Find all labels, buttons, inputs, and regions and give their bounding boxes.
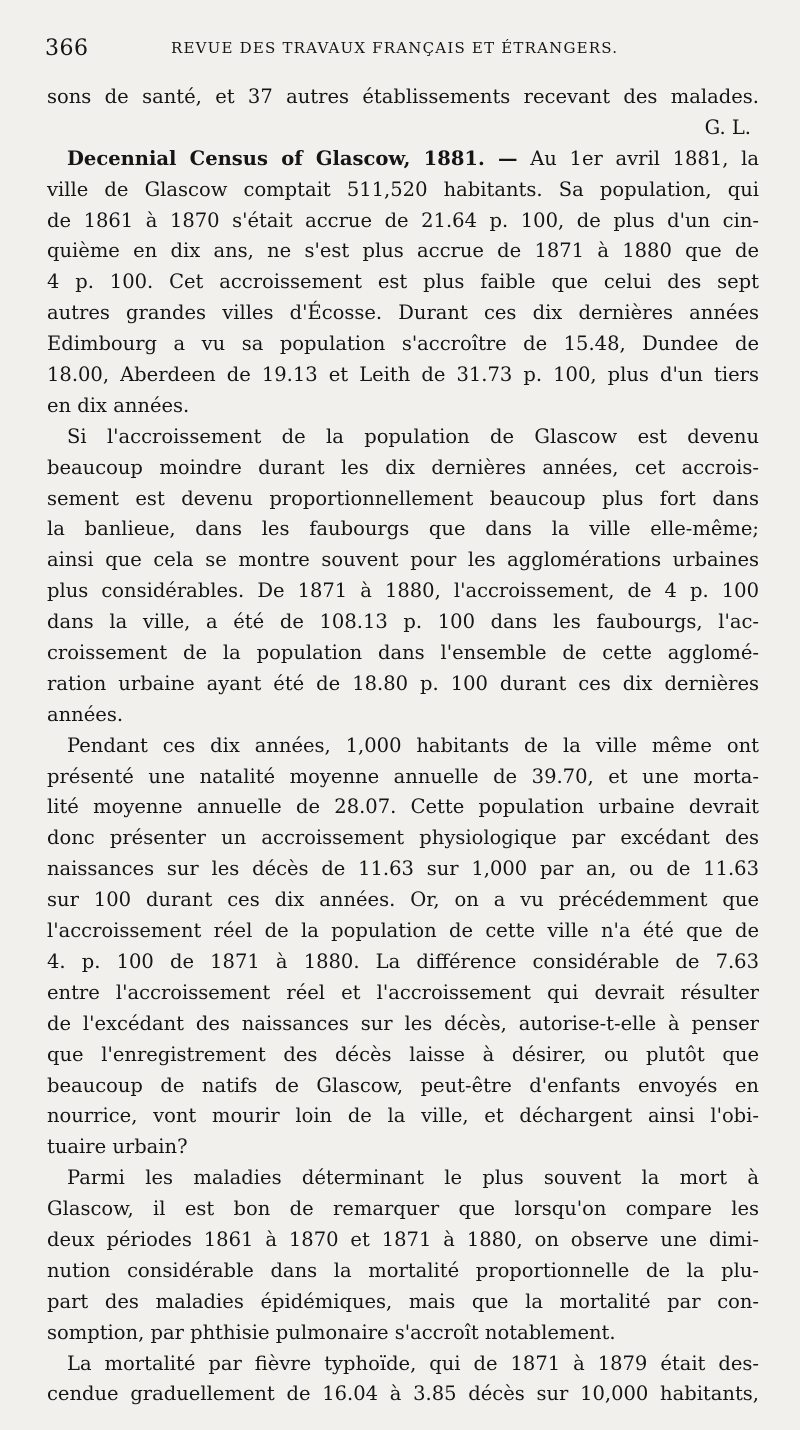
text-line: somption, par phthisie pulmonaire s'accroît notablement. <box>47 1320 616 1344</box>
text-line: Pendant ces dix années, 1,000 habitants de la ville même ont <box>67 733 759 757</box>
text-line: de 1861 à 1870 s'était accrue de 21.64 p. 100, de plus d'un cin- <box>47 208 759 232</box>
text-line: ration urbaine ayant été de 18.80 p. 100 durant ces dix dernières <box>47 671 759 695</box>
text-line: croissement de la population dans l'ensemble de cette agglomé- <box>47 641 759 665</box>
text-line: entre l'accroissement réel et l'accroissement qui devrait résulter <box>47 980 759 1004</box>
text-line: Glascow, il est bon de remarquer que lorsqu'on compare les <box>47 1197 759 1221</box>
text-line: la banlieue, dans les faubourgs que dans la ville elle-même; <box>47 517 759 541</box>
text-line: part des maladies épidémiques, mais que la mortalité par con- <box>47 1289 759 1313</box>
text-line: ainsi que cela se montre souvent pour les agglomérations urbaines <box>47 548 759 572</box>
text-line: La mortalité par fièvre typhoïde, qui de 1871 à 1879 était des- <box>67 1351 759 1375</box>
text-line: quième en dix ans, ne s'est plus accrue de 1871 à 1880 que de <box>47 239 759 263</box>
text-line: présenté une natalité moyenne annuelle de 39.70, et une morta- <box>47 764 759 788</box>
text-line: beaucoup moindre durant les dix dernières années, cet accrois- <box>47 455 759 479</box>
text-line: sement est devenu proportionnellement beaucoup plus fort dans <box>47 486 759 510</box>
article-body <box>47 82 759 1410</box>
text-line: en dix années. <box>47 393 190 417</box>
section-title: Decennial Census of Glascow, 1881. — <box>67 146 518 170</box>
text-line: l'accroissement réel de la population de cette ville n'a été que de <box>47 919 759 943</box>
text-line: 18.00, Aberdeen de 19.13 et Leith de 31.73 p. 100, plus d'un tiers <box>47 363 759 387</box>
text-line: donc présenter un accroissement physiologique par excédant des <box>47 826 759 850</box>
text-line: Parmi les maladies déterminant le plus souvent la mort à <box>67 1166 759 1190</box>
text-line: 4. p. 100 de 1871 à 1880. La différence considérable de 7.63 <box>47 949 759 973</box>
text-line: ville de Glascow comptait 511,520 habitants. Sa population, qui <box>47 177 759 201</box>
text-line: 4 p. 100. Cet accroissement est plus faible que celui des sept <box>47 270 759 294</box>
text-line: nution considérable dans la mortalité proportionnelle de la plu- <box>47 1258 759 1282</box>
text-line: sons de santé, et 37 autres établissements recevant des malades. <box>47 85 759 108</box>
text-line <box>47 144 759 175</box>
text-line: autres grandes villes d'Écosse. Durant ces dix dernières années <box>47 301 759 325</box>
text-line: années. <box>47 702 124 726</box>
page-number: 366 <box>45 36 89 61</box>
text-line: deux périodes 1861 à 1870 et 1871 à 1880, on observe une dimi- <box>47 1227 759 1251</box>
text-line: nourrice, vont mourir loin de la ville, et déchargent ainsi l'obi- <box>47 1104 759 1128</box>
text-line: naissances sur les décès de 11.63 sur 1,000 par an, ou de 11.63 <box>47 857 759 881</box>
text-line: Edimbourg a vu sa population s'accroître de 15.48, Dundee de <box>47 332 759 356</box>
text-line: plus considérables. De 1871 à 1880, l'accroissement, de 4 p. 100 <box>47 579 759 603</box>
text-line: cendue graduellement de 16.04 à 3.85 décès sur 10,000 habitants, <box>47 1382 759 1406</box>
text-line: Si l'accroissement de la population de Glascow est devenu <box>67 424 759 448</box>
text-line: que l'enregistrement des décès laisse à désirer, ou plutôt que <box>47 1042 759 1066</box>
text-fragment: Au 1er avril 1881, la <box>530 146 759 170</box>
text-line: sur 100 durant ces dix années. Or, on a vu précédemment que <box>47 888 759 912</box>
text-line: beaucoup de natifs de Glascow, peut-être d'enfants envoyés en <box>47 1073 759 1097</box>
author-initials: G. L. <box>704 115 751 139</box>
text-line: lité moyenne annuelle de 28.07. Cette population urbaine devrait <box>47 795 759 819</box>
text-line: dans la ville, a été de 108.13 p. 100 dans les faubourgs, l'ac- <box>47 610 759 634</box>
page-header <box>45 36 755 66</box>
running-head: REVUE DES TRAVAUX FRANÇAIS ET ÉTRANGERS. <box>171 39 619 57</box>
text-line: de l'excédant des naissances sur les décès, autorise-t-elle à penser <box>47 1011 759 1035</box>
text-line: tuaire urbain? <box>47 1135 188 1159</box>
